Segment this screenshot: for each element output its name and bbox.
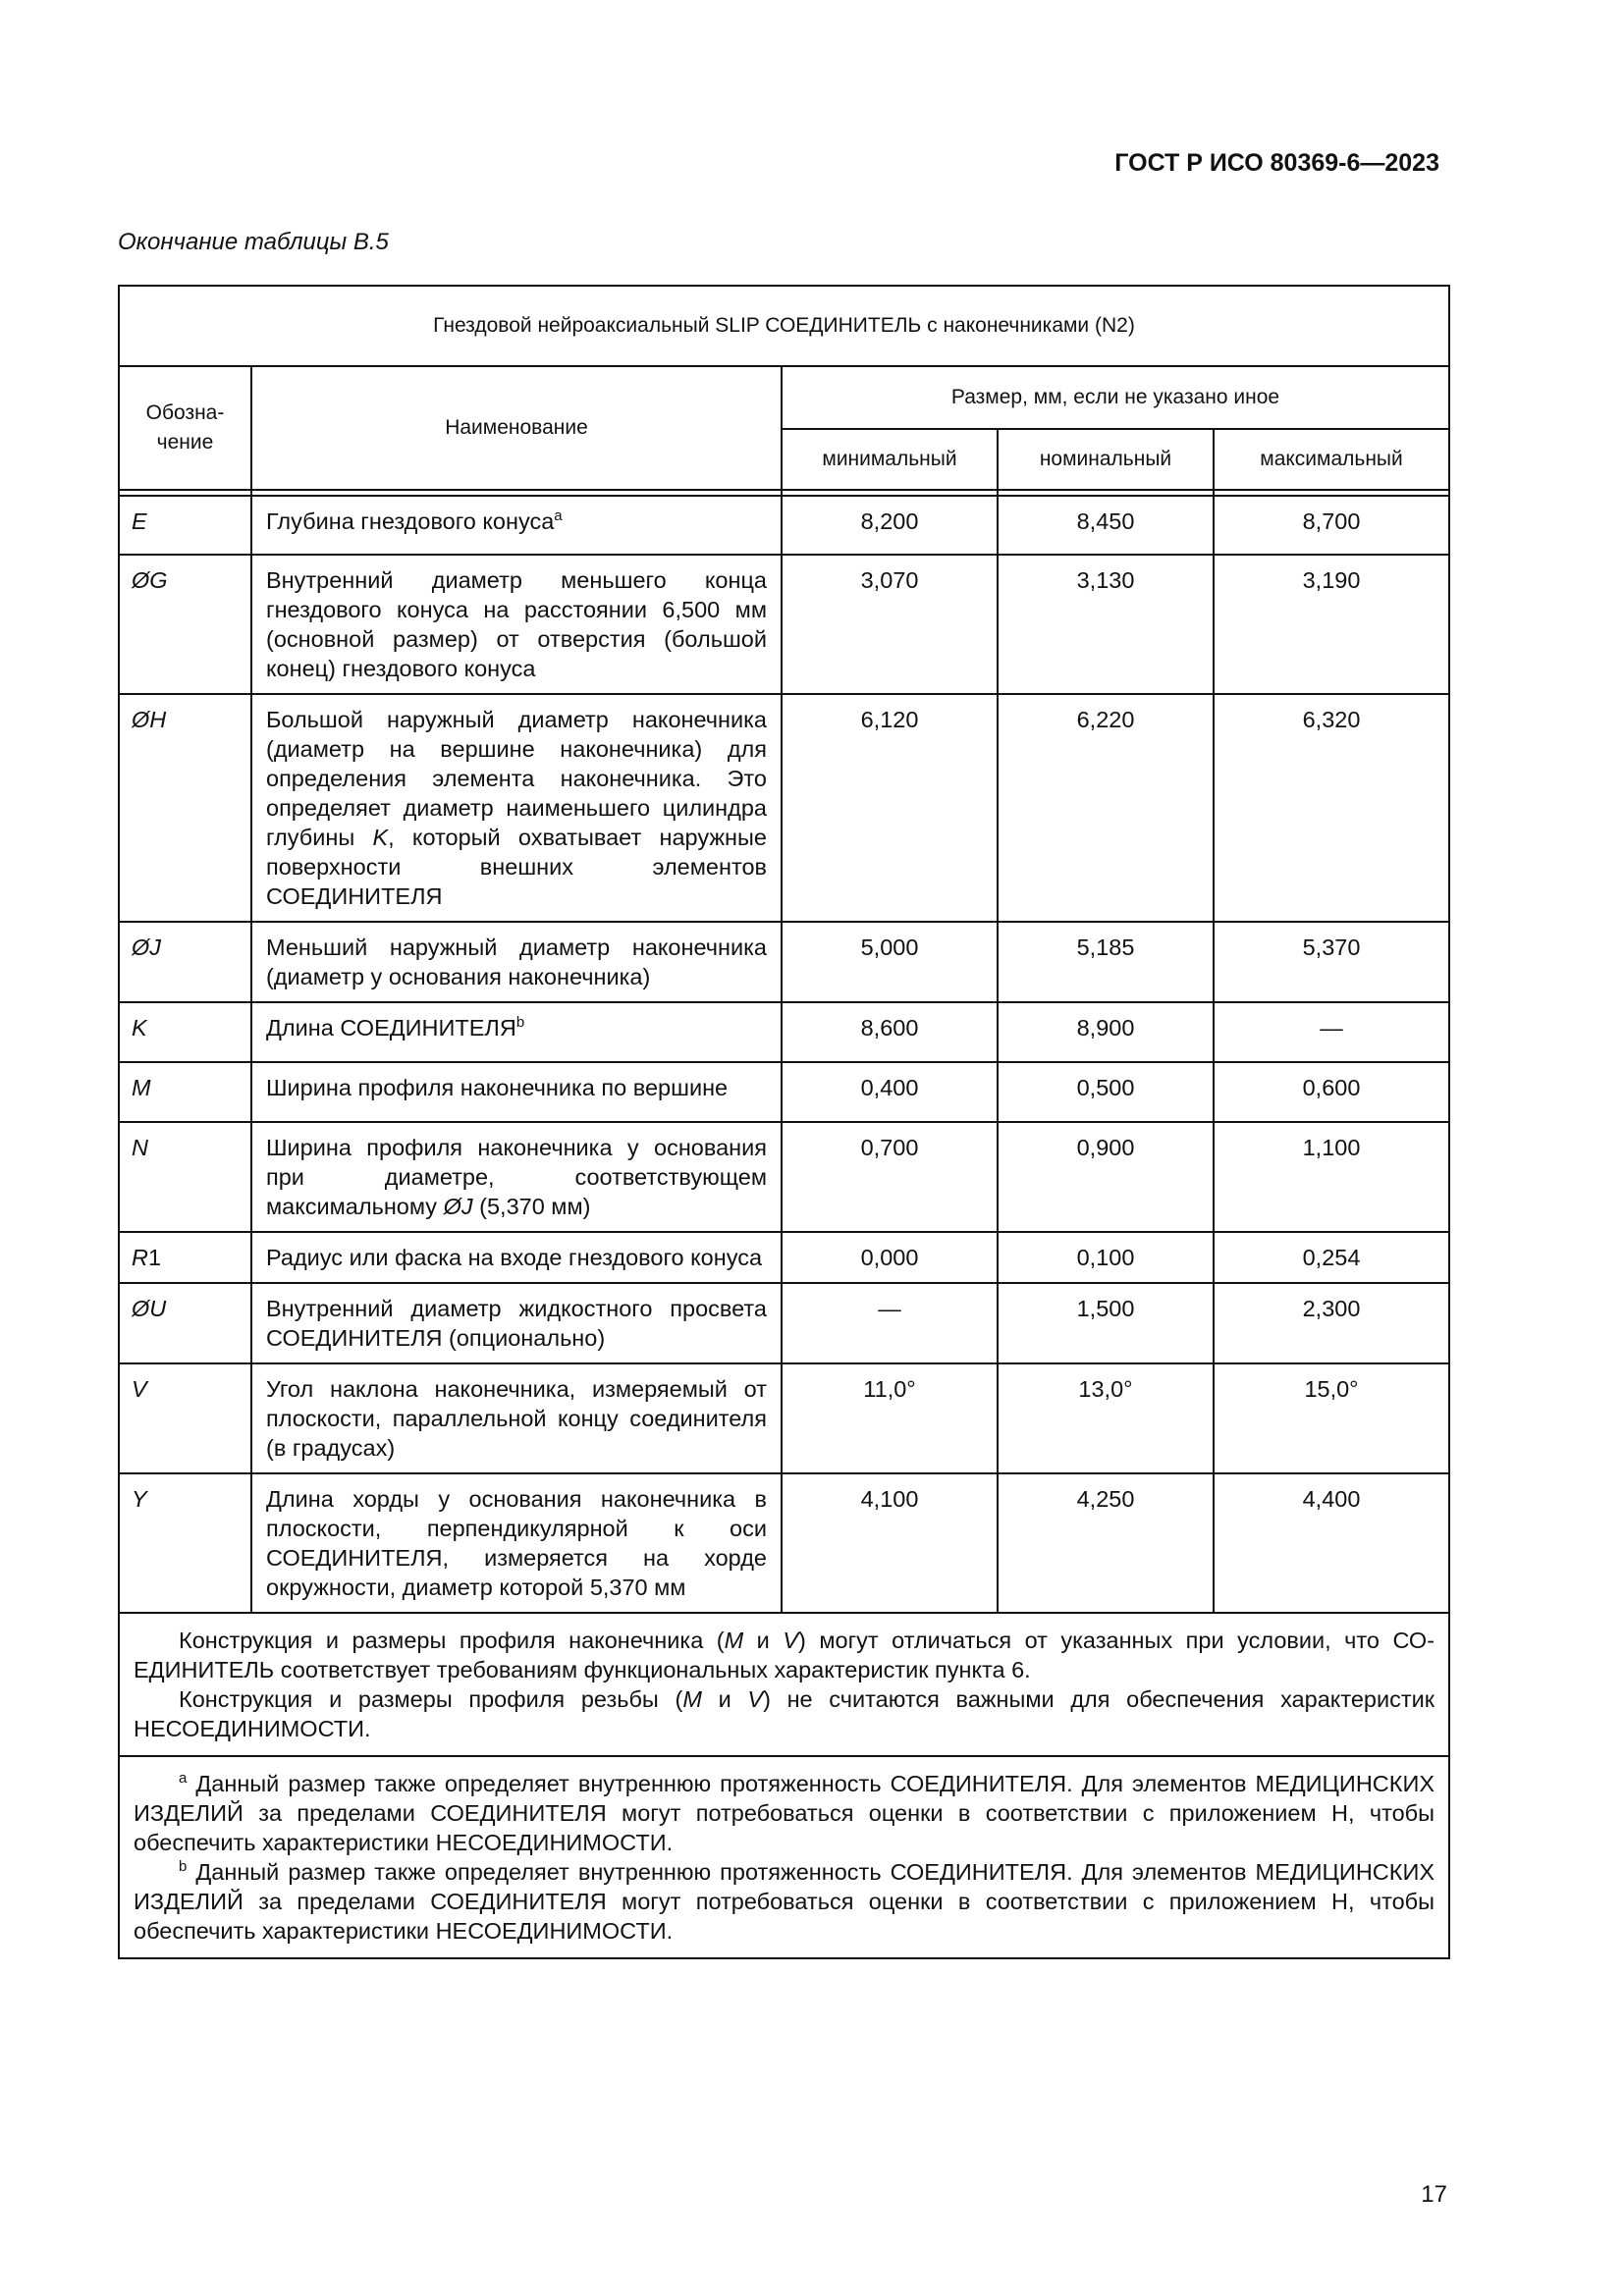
table-row <box>119 922 1449 1002</box>
row-name: Внутренний диаметр меньшего конца гнездового конуса на расстоянии 6,500 мм (основной размер) от отверстия (большой конец) гнездового конуса <box>251 555 782 694</box>
row-nom: 6,220 <box>998 694 1214 922</box>
table-row <box>119 1363 1449 1473</box>
row-min: 11,0° <box>782 1363 998 1473</box>
row-min: 0,700 <box>782 1122 998 1232</box>
row-max: 2,300 <box>1214 1283 1449 1363</box>
row-min: 4,100 <box>782 1473 998 1613</box>
row-symbol: N <box>119 1122 251 1232</box>
note-paragraph: Конструкция и размеры профиля наконечника (M и V) могут отличаться от указанных при условии, что СО-ЕДИНИТЕЛЬ соответствует требованиям функциональных характеристик пункта 6. <box>134 1628 1435 1682</box>
header-size: Размер, мм, если не указано иное <box>782 366 1449 429</box>
table-note <box>119 1613 1449 1756</box>
row-min: 8,200 <box>782 496 998 555</box>
table-title: Гнездовой нейроаксиальный SLIP СОЕДИНИТЕЛЬ с наконечниками (N2) <box>119 286 1449 366</box>
row-max: 6,320 <box>1214 694 1449 922</box>
row-nom: 3,130 <box>998 555 1214 694</box>
page-number: 17 <box>1421 2181 1447 2208</box>
row-symbol: E <box>119 496 251 555</box>
table-row <box>119 1062 1449 1122</box>
row-name: Радиус или фаска на входе гнездового конуса <box>251 1232 782 1283</box>
row-max: — <box>1214 1002 1449 1062</box>
row-nom: 0,100 <box>998 1232 1214 1283</box>
header-name: Наименование <box>251 366 782 490</box>
table-row <box>119 1473 1449 1613</box>
header-min: минимальный <box>782 429 998 490</box>
row-max: 0,600 <box>1214 1062 1449 1122</box>
table-row <box>119 1122 1449 1232</box>
table-row <box>119 496 1449 555</box>
row-name: Длина хорды у основания наконечника в плоскости, перпендикулярной к оси СОЕДИНИТЕЛЯ, измеряется на хорде окружности, диаметр которой 5,370 мм <box>251 1473 782 1613</box>
table-note-row <box>119 1613 1449 1756</box>
row-symbol: M <box>119 1062 251 1122</box>
row-max: 5,370 <box>1214 922 1449 1002</box>
row-max: 4,400 <box>1214 1473 1449 1613</box>
row-name: Ширина профиля наконечника у основания при диаметре, соответствующем максимальному ØJ (5,370 мм) <box>251 1122 782 1232</box>
row-nom: 13,0° <box>998 1363 1214 1473</box>
row-name: Глубина гнездового конуса$^a$ <box>251 496 782 555</box>
footnote-ref-b: b <box>515 1014 525 1031</box>
table-footnotes-row <box>119 1756 1449 1958</box>
row-max: 8,700 <box>1214 496 1449 555</box>
row-symbol: ØU <box>119 1283 251 1363</box>
row-name: Меньший наружный диаметр наконечника (диаметр у основания наконечника) <box>251 922 782 1002</box>
row-name: Угол наклона наконечника, измеряемый от плоскости, параллельной концу соединителя (в градусах) <box>251 1363 782 1473</box>
table-row <box>119 1283 1449 1363</box>
row-min: 6,120 <box>782 694 998 922</box>
row-min: 0,000 <box>782 1232 998 1283</box>
row-min: — <box>782 1283 998 1363</box>
row-nom: 0,500 <box>998 1062 1214 1122</box>
row-name: Ширина профиля наконечника по вершине <box>251 1062 782 1122</box>
row-max: 0,254 <box>1214 1232 1449 1283</box>
header-max: максимальный <box>1214 429 1449 490</box>
row-nom: 1,500 <box>998 1283 1214 1363</box>
footnote-a: $^a$ Данный размер также определяет внутреннюю протяженность СОЕДИНИТЕЛЯ. Для элементов МЕДИЦИНСКИХ ИЗДЕЛИЙ за пределами СОЕДИНИТЕЛЯ могут потребоваться оценки в соответствии с приложением Н, чтобы обеспечить характеристики НЕСОЕДИНИМОСТИ. <box>134 1770 1435 1855</box>
footnote-b: $^b$ Данный размер также определяет внутреннюю протяженность СОЕДИНИТЕЛЯ. Для элементов МЕДИЦИНСКИХ ИЗДЕЛИЙ за пределами СОЕДИНИТЕЛЯ могут потребоваться оценки в соответствии с приложением Н, чтобы обеспечить характеристики НЕСОЕДИНИМОСТИ. <box>134 1858 1435 1944</box>
row-min: 3,070 <box>782 555 998 694</box>
table-row <box>119 1002 1449 1062</box>
footnote-ref-a: a <box>554 507 563 524</box>
table-caption: Окончание таблицы В.5 <box>118 229 389 255</box>
note-paragraph: Конструкция и размеры профиля резьбы (M и V) не считаются важными для обеспечения характеристик НЕСОЕДИНИМОСТИ. <box>134 1686 1435 1741</box>
row-max: 15,0° <box>1214 1363 1449 1473</box>
row-symbol: V <box>119 1363 251 1473</box>
table-footnotes <box>119 1756 1449 1958</box>
table-row <box>119 555 1449 694</box>
row-name: Большой наружный диаметр наконечника (диаметр на вершине наконечника) для определения элемента наконечника. Это определяет диаметр наименьшего цилиндра глубины K, который охватывает наружные поверхности внешних элементов СОЕДИНИТЕЛЯ <box>251 694 782 922</box>
header-symbol: Обозна-чение <box>119 366 251 490</box>
row-max: 1,100 <box>1214 1122 1449 1232</box>
row-name: Внутренний диаметр жидкостного просвета СОЕДИНИТЕЛЯ (опционально) <box>251 1283 782 1363</box>
row-nom: 4,250 <box>998 1473 1214 1613</box>
row-min: 0,400 <box>782 1062 998 1122</box>
row-min: 5,000 <box>782 922 998 1002</box>
row-name: Длина СОЕДИНИТЕЛЯ$^b$ <box>251 1002 782 1062</box>
row-symbol: R1 <box>119 1232 251 1283</box>
row-symbol: ØJ <box>119 922 251 1002</box>
row-nom: 8,900 <box>998 1002 1214 1062</box>
document-code: ГОСТ Р ИСО 80369-6—2023 <box>1114 149 1439 177</box>
row-symbol: ØG <box>119 555 251 694</box>
row-max: 3,190 <box>1214 555 1449 694</box>
row-nom: 8,450 <box>998 496 1214 555</box>
row-symbol: K <box>119 1002 251 1062</box>
row-min: 8,600 <box>782 1002 998 1062</box>
dimensions-table <box>118 285 1450 1959</box>
row-nom: 0,900 <box>998 1122 1214 1232</box>
row-symbol: ØH <box>119 694 251 922</box>
table-row <box>119 694 1449 922</box>
table-row <box>119 1232 1449 1283</box>
header-nom: номинальный <box>998 429 1214 490</box>
row-nom: 5,185 <box>998 922 1214 1002</box>
row-symbol: Y <box>119 1473 251 1613</box>
